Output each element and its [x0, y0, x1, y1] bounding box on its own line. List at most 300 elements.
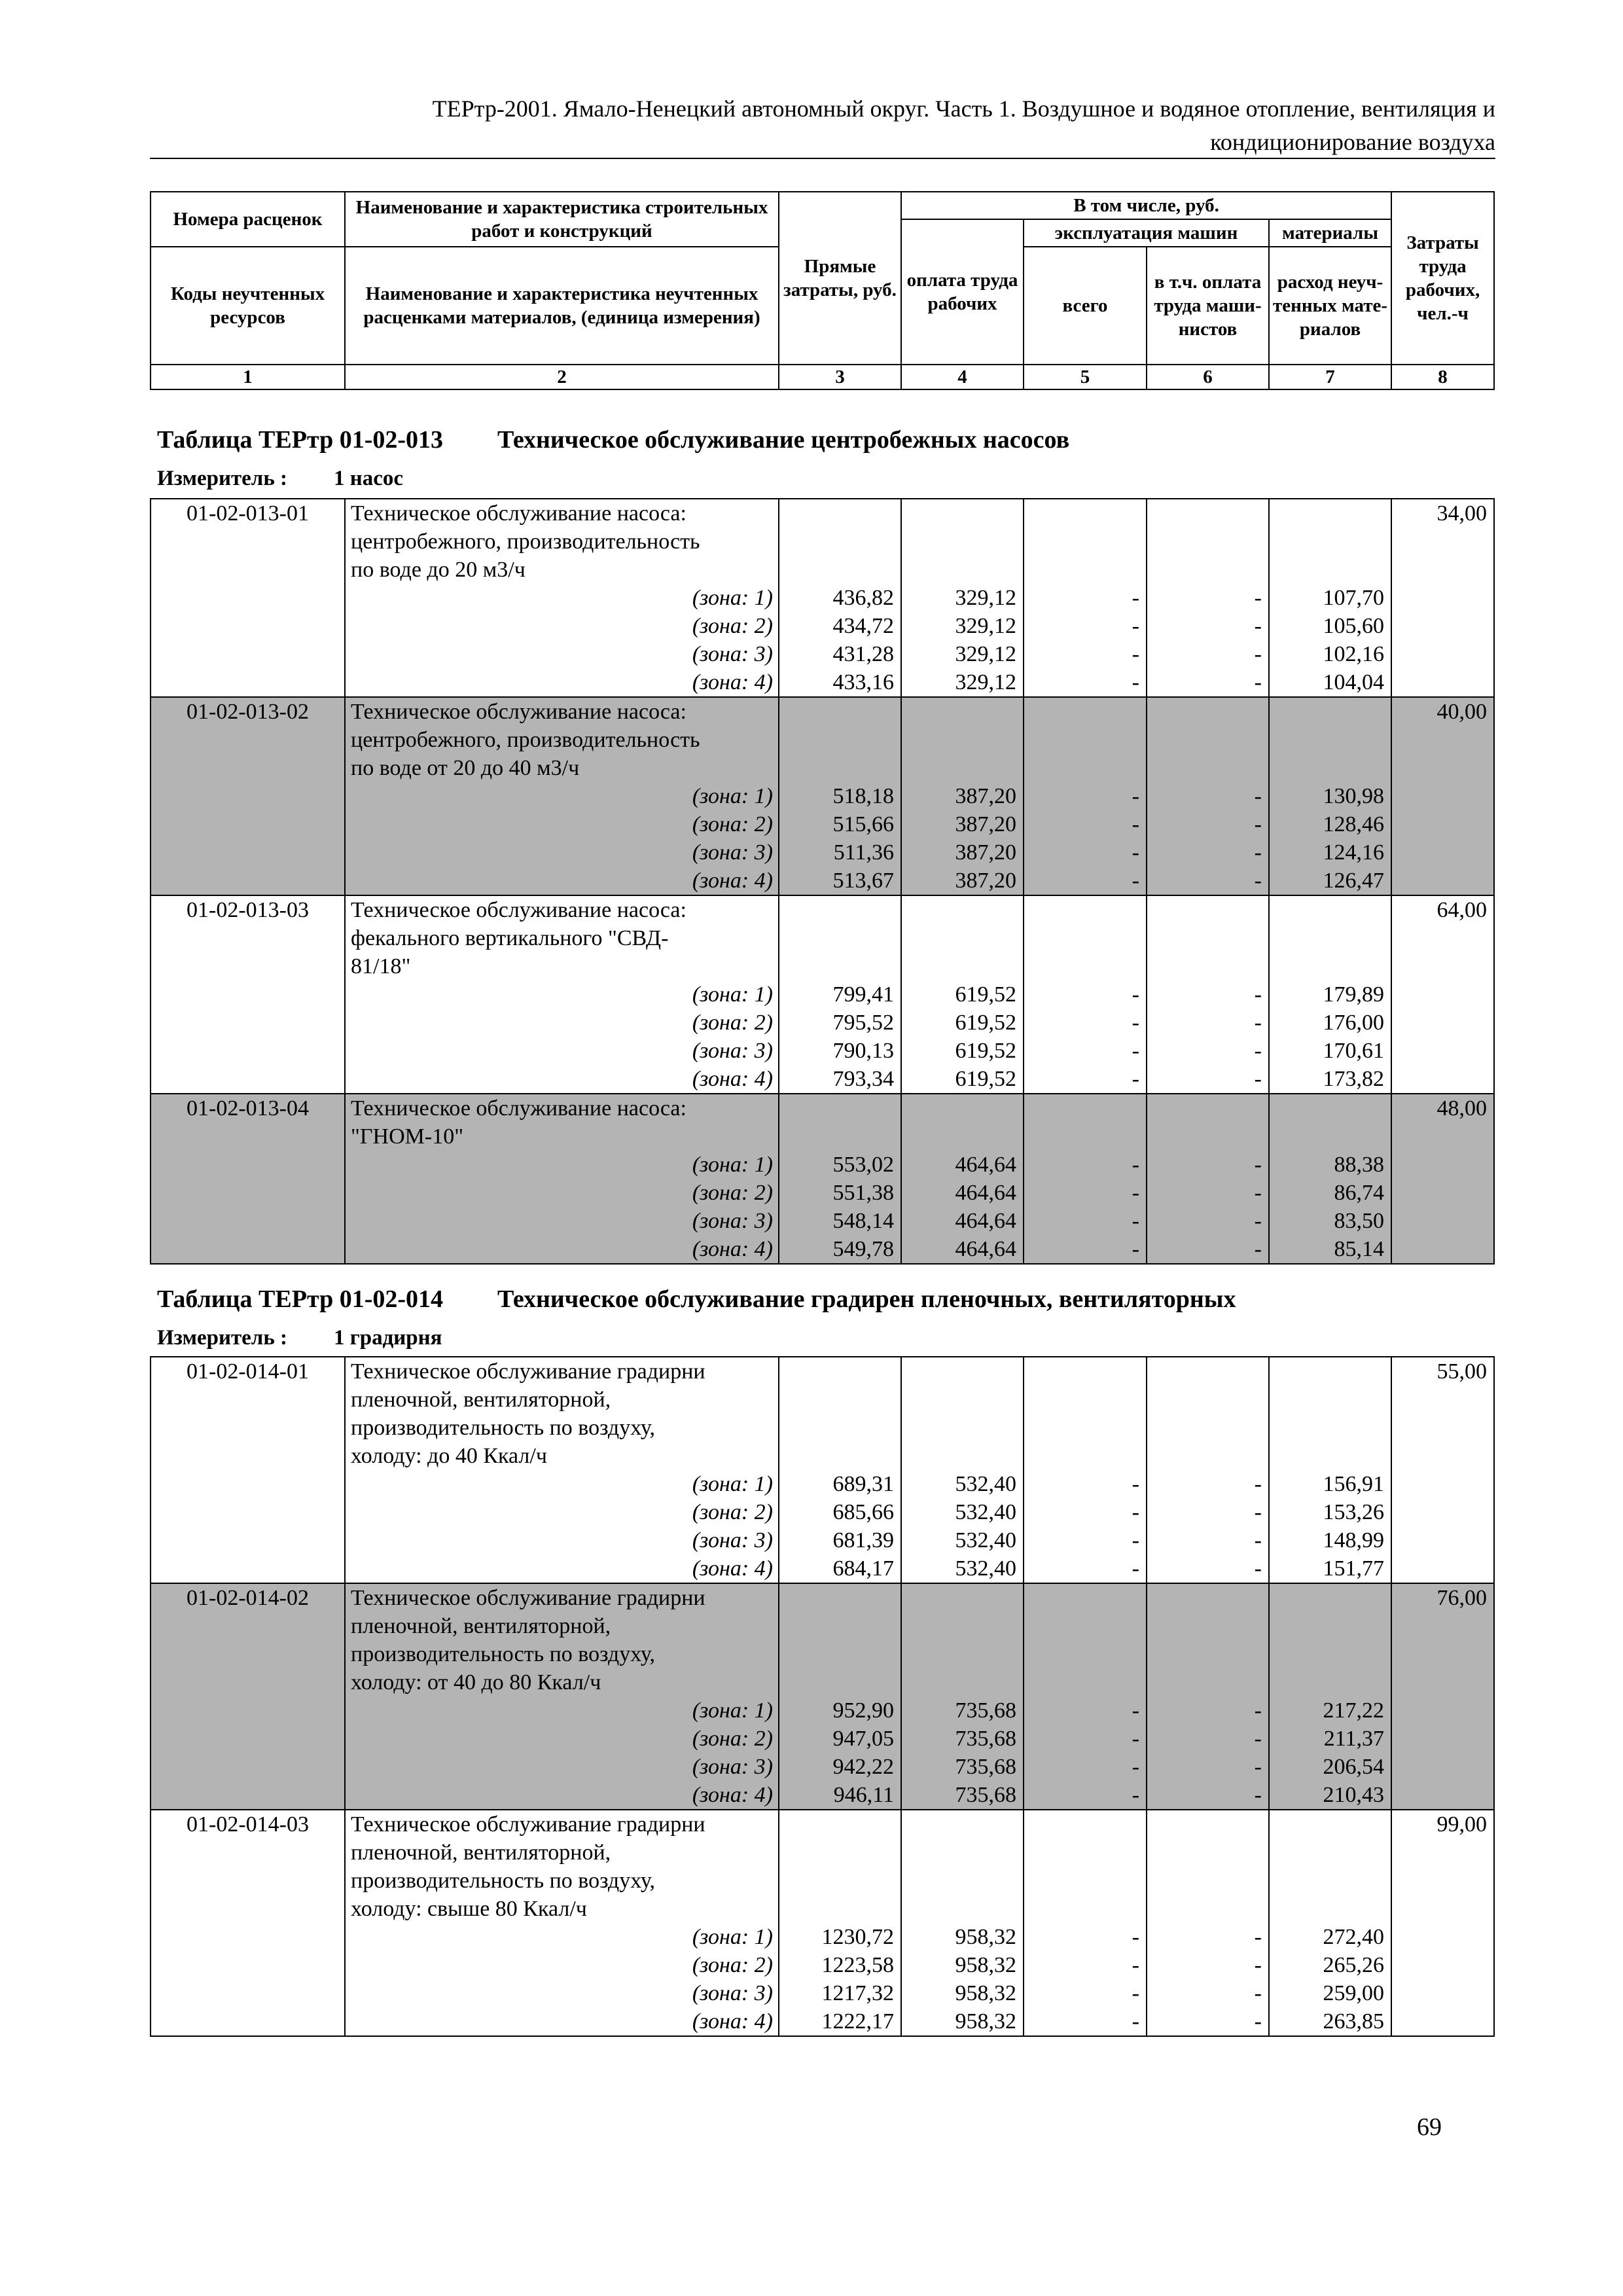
rate-code-cell: [151, 499, 345, 697]
measure-014: [157, 1326, 442, 1350]
machinist-pay: -: [1254, 1472, 1262, 1496]
materials-cost-cell: [1269, 697, 1391, 895]
col-header-direct-costs: Прямые затраты, руб.: [779, 192, 901, 365]
materials-cost: 263,85: [1323, 2009, 1384, 2034]
worker-pay: 532,40: [955, 1556, 1016, 1581]
col-header-rates-numbers: Номера расценок: [151, 192, 345, 247]
col-header-including: В том числе, руб.: [901, 192, 1391, 219]
worker-pay: 735,68: [955, 1755, 1016, 1779]
col-header-name-top: Наименование и характеристика строительных работ и конструкций: [345, 192, 779, 247]
machine-total: -: [1132, 614, 1139, 638]
worker-pay: 464,64: [955, 1237, 1016, 1261]
col-number: 1: [151, 365, 345, 389]
worker-pay: 958,32: [955, 1981, 1016, 2005]
rate-code: 01-02-013-01: [187, 501, 309, 526]
materials-cost: 85,14: [1334, 1237, 1384, 1261]
rate-code: 01-02-013-03: [187, 898, 309, 922]
zone-label: (зона: 2): [692, 1500, 773, 1524]
running-header-line-2: кондиционирование воздуха: [1210, 129, 1495, 155]
col-number: 8: [1391, 365, 1494, 389]
worker-pay: 958,32: [955, 2009, 1016, 2034]
measure-013: [157, 467, 403, 491]
machine-total-cell: [1024, 1810, 1147, 2036]
rate-description-cell: [345, 499, 779, 697]
section-title-text: Техническое обслуживание центробежных насосов: [497, 426, 1070, 454]
labor-cost: 64,00: [1436, 898, 1487, 922]
zone-label: (зона: 3): [692, 1755, 773, 1779]
direct-cost: 511,36: [833, 840, 894, 865]
measure-label: Измеритель :: [157, 467, 288, 490]
machinist-pay: -: [1254, 1953, 1262, 1977]
machine-total: -: [1132, 1556, 1139, 1581]
machinist-pay: -: [1254, 1039, 1262, 1063]
machinist-pay: -: [1254, 1981, 1262, 2005]
machinist-pay: -: [1254, 1500, 1262, 1524]
direct-cost: 942,22: [832, 1755, 894, 1779]
machinist-pay: -: [1254, 670, 1262, 694]
machine-total: -: [1132, 2009, 1139, 2034]
rate-description-cell: [345, 1810, 779, 2036]
machine-total: -: [1132, 586, 1139, 610]
labor-cost-cell: [1391, 1810, 1494, 2036]
running-header-line-1: ТЕРтр-2001. Ямало-Ненецкий автономный округ. Часть 1. Воздушное и водяное отопление, вентиляция и: [432, 96, 1495, 122]
direct-cost-cell: [779, 499, 901, 697]
machine-total: -: [1132, 670, 1139, 694]
rate-row: [151, 1094, 1494, 1264]
worker-pay: 329,12: [955, 586, 1016, 610]
direct-cost: 799,41: [832, 982, 894, 1007]
machinist-pay: -: [1254, 1153, 1262, 1177]
labor-cost: 40,00: [1436, 700, 1487, 724]
description-line: Техническое обслуживание насоса:: [351, 898, 687, 922]
worker-pay: 329,12: [955, 670, 1016, 694]
worker-pay: 619,52: [955, 1039, 1016, 1063]
machinist-pay-cell: [1147, 1357, 1269, 1583]
machine-total: -: [1132, 1209, 1139, 1233]
header-rule: [150, 158, 1495, 159]
zone-label: (зона: 3): [692, 1981, 773, 2005]
zone-label: (зона: 2): [692, 614, 773, 638]
materials-cost: 210,43: [1323, 1783, 1384, 1807]
direct-cost-cell: [779, 697, 901, 895]
direct-cost: 793,34: [832, 1067, 894, 1091]
machinist-pay: -: [1254, 1755, 1262, 1779]
direct-cost: 795,52: [832, 1011, 894, 1035]
machinist-pay: -: [1254, 1181, 1262, 1205]
rate-code-cell: [151, 1810, 345, 2036]
page-number: 69: [1417, 2113, 1442, 2141]
description-line: производительность по воздуху,: [351, 1642, 656, 1666]
worker-pay: 387,20: [955, 812, 1016, 836]
machine-total: -: [1132, 1472, 1139, 1496]
machinist-pay-cell: [1147, 1810, 1269, 2036]
direct-cost: 946,11: [833, 1783, 894, 1807]
machinist-pay: -: [1254, 812, 1262, 836]
zone-label: (зона: 3): [692, 1209, 773, 1233]
direct-cost-cell: [779, 1094, 901, 1264]
description-line: пленочной, вентиляторной,: [351, 1840, 611, 1865]
machine-total: -: [1132, 1727, 1139, 1751]
direct-cost-cell: [779, 1583, 901, 1810]
worker-pay: 329,12: [955, 642, 1016, 666]
materials-cost: 211,37: [1323, 1727, 1384, 1751]
rate-code: 01-02-014-02: [187, 1586, 309, 1610]
materials-cost: 128,46: [1323, 812, 1384, 836]
materials-cost: 176,00: [1323, 1011, 1384, 1035]
zone-label: (зона: 2): [692, 1011, 773, 1035]
col-header-machine-operation: эксплуатация машин: [1024, 219, 1269, 247]
machinist-pay-cell: [1147, 1094, 1269, 1264]
materials-cost: 151,77: [1323, 1556, 1384, 1581]
worker-pay: 735,68: [955, 1698, 1016, 1723]
col-header-materials: материалы: [1269, 219, 1391, 247]
zone-label: (зона: 1): [692, 1153, 773, 1177]
worker-pay-cell: [901, 895, 1024, 1094]
worker-pay-cell: [901, 1583, 1024, 1810]
direct-cost: 1223,58: [821, 1953, 894, 1977]
materials-cost-cell: [1269, 1583, 1391, 1810]
rate-code: 01-02-013-04: [187, 1096, 309, 1121]
measure-value: 1 насос: [334, 467, 404, 490]
machine-total: -: [1132, 1783, 1139, 1807]
materials-cost: 206,54: [1323, 1755, 1384, 1779]
worker-pay: 619,52: [955, 1011, 1016, 1035]
worker-pay: 329,12: [955, 614, 1016, 638]
labor-cost-cell: [1391, 1094, 1494, 1264]
measure-label: Измеритель :: [157, 1326, 288, 1350]
direct-cost: 684,17: [832, 1556, 894, 1581]
zone-label: (зона: 4): [692, 1556, 773, 1581]
description-line: 81/18": [351, 954, 411, 978]
description-line: холоду: свыше 80 Ккал/ч: [351, 1897, 587, 1921]
col-header-labor-costs: Затраты труда рабочих, чел.-ч: [1391, 192, 1494, 365]
direct-cost: 1222,17: [821, 2009, 894, 2034]
zone-label: (зона: 2): [692, 1727, 773, 1751]
zone-label: (зона: 2): [692, 1181, 773, 1205]
worker-pay: 532,40: [955, 1500, 1016, 1524]
worker-pay: 532,40: [955, 1528, 1016, 1552]
rate-code-cell: [151, 1094, 345, 1264]
col-header-worker-pay: оплата труда рабочих: [901, 219, 1024, 365]
col-number: 2: [345, 365, 779, 389]
rate-description-cell: [345, 1583, 779, 1810]
worker-pay: 387,20: [955, 840, 1016, 865]
machinist-pay-cell: [1147, 499, 1269, 697]
materials-cost: 88,38: [1334, 1153, 1384, 1177]
materials-cost: 173,82: [1323, 1067, 1384, 1091]
direct-cost: 549,78: [832, 1237, 894, 1261]
machinist-pay: -: [1254, 1237, 1262, 1261]
direct-cost: 551,38: [832, 1181, 894, 1205]
zone-label: (зона: 3): [692, 840, 773, 865]
rate-row: [151, 1810, 1494, 2036]
rate-code-cell: [151, 1357, 345, 1583]
worker-pay-cell: [901, 697, 1024, 895]
zone-label: (зона: 4): [692, 1067, 773, 1091]
zone-label: (зона: 2): [692, 1953, 773, 1977]
direct-cost: 548,14: [832, 1209, 894, 1233]
rate-row: [151, 499, 1494, 697]
section-code: Таблица ТЕРтр 01-02-013: [157, 426, 444, 454]
rate-code-cell: [151, 895, 345, 1094]
rate-description-cell: [345, 1357, 779, 1583]
description-line: Техническое обслуживание насоса:: [351, 501, 687, 526]
description-line: пленочной, вентиляторной,: [351, 1388, 611, 1412]
machine-total: -: [1132, 1925, 1139, 1949]
materials-cost: 102,16: [1323, 642, 1384, 666]
machine-total: -: [1132, 812, 1139, 836]
col-header-total: всего: [1024, 247, 1147, 365]
materials-cost-cell: [1269, 1357, 1391, 1583]
rate-row: [151, 697, 1494, 895]
description-line: фекального вертикального "СВД-: [351, 926, 669, 950]
worker-pay-cell: [901, 1094, 1024, 1264]
machine-total-cell: [1024, 1357, 1147, 1583]
zone-label: (зона: 4): [692, 869, 773, 893]
col-header-unaccounted-materials: расход неуч-тенных мате-риалов: [1269, 247, 1391, 365]
zone-label: (зона: 1): [692, 1472, 773, 1496]
machinist-pay: -: [1254, 1011, 1262, 1035]
direct-cost: 1217,32: [821, 1981, 894, 2005]
machine-total: -: [1132, 1011, 1139, 1035]
rate-code-cell: [151, 1583, 345, 1810]
direct-cost-cell: [779, 895, 901, 1094]
direct-cost: 790,13: [832, 1039, 894, 1063]
machinist-pay-cell: [1147, 1583, 1269, 1810]
machine-total: -: [1132, 1153, 1139, 1177]
rates-table-014: [150, 1356, 1495, 2037]
col-number: 7: [1269, 365, 1391, 389]
machine-total: -: [1132, 869, 1139, 893]
machinist-pay: -: [1254, 869, 1262, 893]
direct-cost: 1230,72: [821, 1925, 894, 1949]
description-line: "ГНОМ-10": [351, 1124, 464, 1149]
materials-cost: 83,50: [1334, 1209, 1384, 1233]
worker-pay: 464,64: [955, 1209, 1016, 1233]
section-title-text: Техническое обслуживание градирен пленочных, вентиляторных: [497, 1285, 1236, 1313]
machine-total: -: [1132, 1755, 1139, 1779]
zone-label: (зона: 3): [692, 1528, 773, 1552]
machine-total-cell: [1024, 499, 1147, 697]
rate-row: [151, 1357, 1494, 1583]
zone-label: (зона: 4): [692, 2009, 773, 2034]
machinist-pay: -: [1254, 1067, 1262, 1091]
zone-label: (зона: 3): [692, 642, 773, 666]
labor-cost-cell: [1391, 1583, 1494, 1810]
machine-total: -: [1132, 642, 1139, 666]
direct-cost: 436,82: [832, 586, 894, 610]
worker-pay: 735,68: [955, 1727, 1016, 1751]
materials-cost: 86,74: [1334, 1181, 1384, 1205]
description-line: производительность по воздуху,: [351, 1416, 656, 1440]
machinist-pay: -: [1254, 642, 1262, 666]
labor-cost: 99,00: [1436, 1812, 1487, 1837]
rate-row: [151, 1583, 1494, 1810]
description-line: пленочной, вентиляторной,: [351, 1614, 611, 1638]
materials-cost: 217,22: [1323, 1698, 1384, 1723]
materials-cost: 156,91: [1323, 1472, 1384, 1496]
description-line: холоду: до 40 Ккал/ч: [351, 1444, 547, 1468]
direct-cost: 685,66: [832, 1500, 894, 1524]
labor-cost-cell: [1391, 1357, 1494, 1583]
machine-total: -: [1132, 840, 1139, 865]
machine-total: -: [1132, 1500, 1139, 1524]
zone-label: (зона: 2): [692, 812, 773, 836]
machine-total: -: [1132, 1528, 1139, 1552]
section-code: Таблица ТЕРтр 01-02-014: [157, 1285, 444, 1313]
materials-cost: 170,61: [1323, 1039, 1384, 1063]
rates-table-013: [150, 498, 1495, 1265]
worker-pay: 958,32: [955, 1925, 1016, 1949]
machinist-pay: -: [1254, 1783, 1262, 1807]
direct-cost: 681,39: [832, 1528, 894, 1552]
rate-code-cell: [151, 697, 345, 895]
machinist-pay: -: [1254, 1528, 1262, 1552]
section-title-013: [157, 425, 1069, 454]
materials-cost: 107,70: [1323, 586, 1384, 610]
worker-pay-cell: [901, 499, 1024, 697]
direct-cost: 515,66: [832, 812, 894, 836]
direct-cost: 553,02: [832, 1153, 894, 1177]
direct-cost: 947,05: [832, 1727, 894, 1751]
materials-cost: 126,47: [1323, 869, 1384, 893]
zone-label: (зона: 1): [692, 586, 773, 610]
description-line: Техническое обслуживание градирни: [351, 1812, 705, 1837]
materials-cost: 259,00: [1323, 1981, 1384, 2005]
materials-cost-cell: [1269, 895, 1391, 1094]
machinist-pay: -: [1254, 1925, 1262, 1949]
materials-cost-cell: [1269, 1810, 1391, 2036]
machinist-pay: -: [1254, 586, 1262, 610]
zone-label: (зона: 4): [692, 1783, 773, 1807]
machinist-pay-cell: [1147, 697, 1269, 895]
direct-cost: 952,90: [832, 1698, 894, 1723]
direct-cost: 434,72: [832, 614, 894, 638]
direct-cost: 513,67: [832, 869, 894, 893]
machinist-pay: -: [1254, 784, 1262, 808]
machine-total-cell: [1024, 697, 1147, 895]
worker-pay-cell: [901, 1810, 1024, 2036]
machine-total-cell: [1024, 895, 1147, 1094]
materials-cost: 265,26: [1323, 1953, 1384, 1977]
labor-cost: 55,00: [1436, 1359, 1487, 1384]
description-line: Техническое обслуживание градирни: [351, 1586, 705, 1610]
description-line: Техническое обслуживание насоса:: [351, 700, 687, 724]
worker-pay: 619,52: [955, 1067, 1016, 1091]
description-line: центробежного, производительность: [351, 728, 700, 752]
zone-label: (зона: 4): [692, 1237, 773, 1261]
description-line: Техническое обслуживание насоса:: [351, 1096, 687, 1121]
worker-pay-cell: [901, 1357, 1024, 1583]
rate-code: 01-02-014-03: [187, 1812, 309, 1837]
machinist-pay: -: [1254, 1727, 1262, 1751]
machine-total: -: [1132, 1953, 1139, 1977]
col-number: 4: [901, 365, 1024, 389]
machinist-pay: -: [1254, 982, 1262, 1007]
zone-label: (зона: 1): [692, 784, 773, 808]
labor-cost: 34,00: [1436, 501, 1487, 526]
description-line: холоду: от 40 до 80 Ккал/ч: [351, 1670, 601, 1695]
labor-cost: 48,00: [1436, 1096, 1487, 1121]
machine-total: -: [1132, 1237, 1139, 1261]
machine-total: -: [1132, 982, 1139, 1007]
labor-cost-cell: [1391, 697, 1494, 895]
rate-code: 01-02-013-02: [187, 700, 309, 724]
col-header-machinist-pay: в т.ч. оплата труда маши-нистов: [1147, 247, 1269, 365]
materials-cost-cell: [1269, 1094, 1391, 1264]
direct-cost: 518,18: [832, 784, 894, 808]
machinist-pay: -: [1254, 840, 1262, 865]
machinist-pay: -: [1254, 614, 1262, 638]
machinist-pay: -: [1254, 1698, 1262, 1723]
rate-description-cell: [345, 895, 779, 1094]
materials-cost: 130,98: [1323, 784, 1384, 808]
materials-cost: 179,89: [1323, 982, 1384, 1007]
machine-total-cell: [1024, 1094, 1147, 1264]
labor-cost: 76,00: [1436, 1586, 1487, 1610]
direct-cost-cell: [779, 1810, 901, 2036]
worker-pay: 619,52: [955, 982, 1016, 1007]
description-line: Техническое обслуживание градирни: [351, 1359, 705, 1384]
materials-cost: 105,60: [1323, 614, 1384, 638]
materials-cost-cell: [1269, 499, 1391, 697]
zone-label: (зона: 1): [692, 1925, 773, 1949]
machine-total: -: [1132, 1039, 1139, 1063]
description-line: центробежного, производительность: [351, 529, 700, 554]
machinist-pay: -: [1254, 2009, 1262, 2034]
machine-total: -: [1132, 784, 1139, 808]
machinist-pay-cell: [1147, 895, 1269, 1094]
machine-total-cell: [1024, 1583, 1147, 1810]
rate-description-cell: [345, 1094, 779, 1264]
direct-cost: 431,28: [832, 642, 894, 666]
machine-total: -: [1132, 1698, 1139, 1723]
materials-cost: 148,99: [1323, 1528, 1384, 1552]
materials-cost: 272,40: [1323, 1925, 1384, 1949]
machine-total: -: [1132, 1181, 1139, 1205]
worker-pay: 387,20: [955, 784, 1016, 808]
zone-label: (зона: 1): [692, 1698, 773, 1723]
machinist-pay: -: [1254, 1209, 1262, 1233]
labor-cost-cell: [1391, 895, 1494, 1094]
description-line: производительность по воздуху,: [351, 1869, 656, 1893]
worker-pay: 464,64: [955, 1181, 1016, 1205]
section-title-014: [157, 1285, 1236, 1314]
column-header-table: [150, 191, 1495, 390]
col-number: 5: [1024, 365, 1147, 389]
description-line: по воде до 20 м3/ч: [351, 558, 526, 582]
worker-pay: 735,68: [955, 1783, 1016, 1807]
zone-label: (зона: 4): [692, 670, 773, 694]
col-header-codes: Коды неучтенных ресурсов: [151, 247, 345, 365]
description-line: по воде от 20 до 40 м3/ч: [351, 756, 580, 780]
col-number: 3: [779, 365, 901, 389]
rate-code: 01-02-014-01: [187, 1359, 309, 1384]
zone-label: (зона: 3): [692, 1039, 773, 1063]
machine-total: -: [1132, 1067, 1139, 1091]
direct-cost: 433,16: [832, 670, 894, 694]
zone-label: (зона: 1): [692, 982, 773, 1007]
worker-pay: 464,64: [955, 1153, 1016, 1177]
worker-pay: 958,32: [955, 1953, 1016, 1977]
worker-pay: 532,40: [955, 1472, 1016, 1496]
direct-cost-cell: [779, 1357, 901, 1583]
machine-total: -: [1132, 1981, 1139, 2005]
materials-cost: 124,16: [1323, 840, 1384, 865]
materials-cost: 153,26: [1323, 1500, 1384, 1524]
measure-value: 1 градирня: [334, 1326, 442, 1350]
rate-description-cell: [345, 697, 779, 895]
